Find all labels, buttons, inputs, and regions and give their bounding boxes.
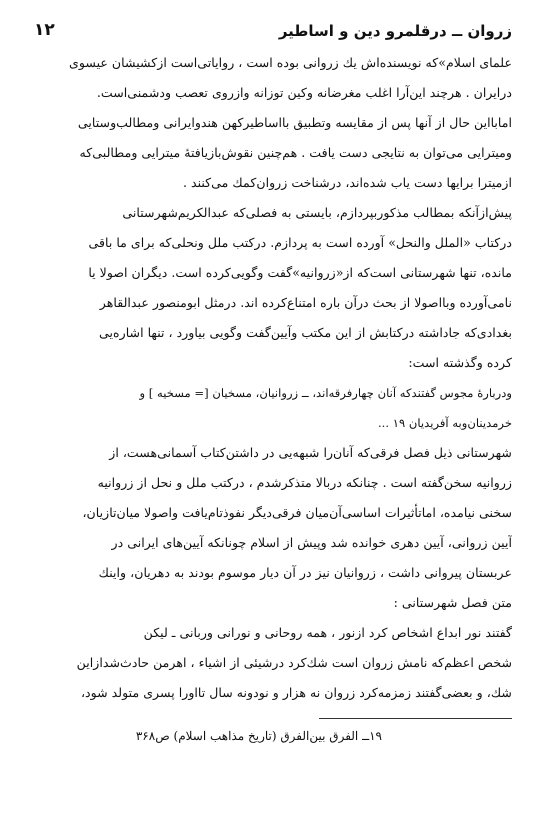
page — [30, 18, 512, 818]
text-line: علمای اسلام»که نویسنده‌اش یك زروانی بوده است ، روایاتی‌است ازکشیشان عیسوی — [69, 55, 512, 70]
text-line: گفتند نور ابداع اشخاص کرد ازنور ، همه روحانی و نورانی وربانی ـ لیکن — [143, 625, 512, 640]
paragraph — [30, 48, 512, 198]
paragraph — [30, 198, 512, 378]
running-head: زروان ــ درقلمرو دین و اساطیر — [278, 22, 512, 40]
text-line: ودربارهٔ مجوس گفتندکه آنان چهارفرقه‌اند، ــ زروانیان، مسخیان [= مسخیه ] و — [139, 386, 512, 400]
text-line: کرده وگذشته است: — [408, 355, 512, 370]
footnote: ۱۹ــ الفرق بین‌الفرق (تاریخ مذاهب اسلام) ص۳۶۸ — [135, 729, 382, 743]
page-header — [30, 18, 512, 48]
text-line: سخنی نیامده، اماتأثیرات اساسی‌آن‌میان فرقی‌دیگر نفوذتام‌یافت واصولا میان‌تازیان، — [82, 505, 512, 520]
text-line: پیش‌ازآنکه بمطالب مذکوربپردازم، بایستی به فصلی‌که عبدالکریم‌شهرستانی — [122, 205, 512, 220]
text-line: متن فصل شهرستانی : — [393, 595, 512, 610]
footnote-divider — [319, 718, 512, 719]
text-line: عربستان پیروانی داشت ، زروانیان نیز در آن دیار موسوم بودند به دهریان، واینك — [98, 565, 512, 580]
quotation-block — [30, 378, 512, 438]
text-line: بغدادی‌که جاداشته درکتابش از این مکتب وآیین‌گفت وگویی بیاورد ، تنها اشاره‌یی — [99, 325, 512, 340]
paragraph — [30, 438, 512, 618]
text-line: خرمدینان‌وبه آفریدیان ۱۹ ... — [377, 416, 512, 430]
text-line: امابااین حال از آنها پس از مقایسه وتطبیق بااساطیرکهن هندوایرانی ومطالب‌وستایی — [77, 115, 512, 130]
paragraph — [30, 618, 512, 708]
text-line: درایران . هرچند این‌آرا اغلب مغرضانه وکین توزانه وازروی تعصب ودشمنی‌است. — [96, 85, 512, 100]
text-line: مانده، تنها شهرستانی است‌که از«زروانیه»گفت وگویی‌کرده است. دیگران اصولا یا — [88, 265, 512, 280]
text-line: شهرستانی ذیل فصل فرقی‌که آنان‌را شبهه‌یی در داشتن‌کتاب آسمانی‌هست، از — [109, 445, 512, 460]
text-line: نامی‌آورده وبااصولا از بحث درآن باره امتناع‌کرده اند. درمثل ابومنصور عبدالقاهر — [99, 295, 512, 310]
text-line: شك، و بعضی‌گفتند زمزمه‌کرد زروان نه هزار و نودونه سال تااورا پسری متولد شود، — [80, 685, 512, 700]
page-number: ۱۲ — [34, 20, 55, 40]
text-line: زروانیه سخن‌گفته است . چنانکه دربالا متذکرشدم ، درکتب ملل و نحل از زروانیه — [97, 475, 512, 490]
body-text — [30, 48, 512, 708]
text-line: درکتاب «الملل والنحل» آورده است به پردازم. درکتب ملل ونحلی‌که برای ما باقی — [88, 235, 512, 250]
text-line: شخص اعظم‌که نامش زروان است شك‌کرد درشیئی از اشیاء ، اهرمن حادث‌شدازاین — [76, 655, 512, 670]
text-line: آیین زروانی، آیین دهری خوانده شد وپیش از اسلام چونانکه آیین‌های ایرانی در — [111, 535, 512, 550]
text-line: ازمیترا برایها دست یاب شده‌اند، درشناخت زروان‌کمك می‌کنند . — [182, 175, 512, 190]
text-line: ومیترایی می‌توان به نتایجی دست یافت . هم‌چنین نقوش‌بازیافتهٔ میترایی ومطالبی‌که — [79, 145, 512, 160]
